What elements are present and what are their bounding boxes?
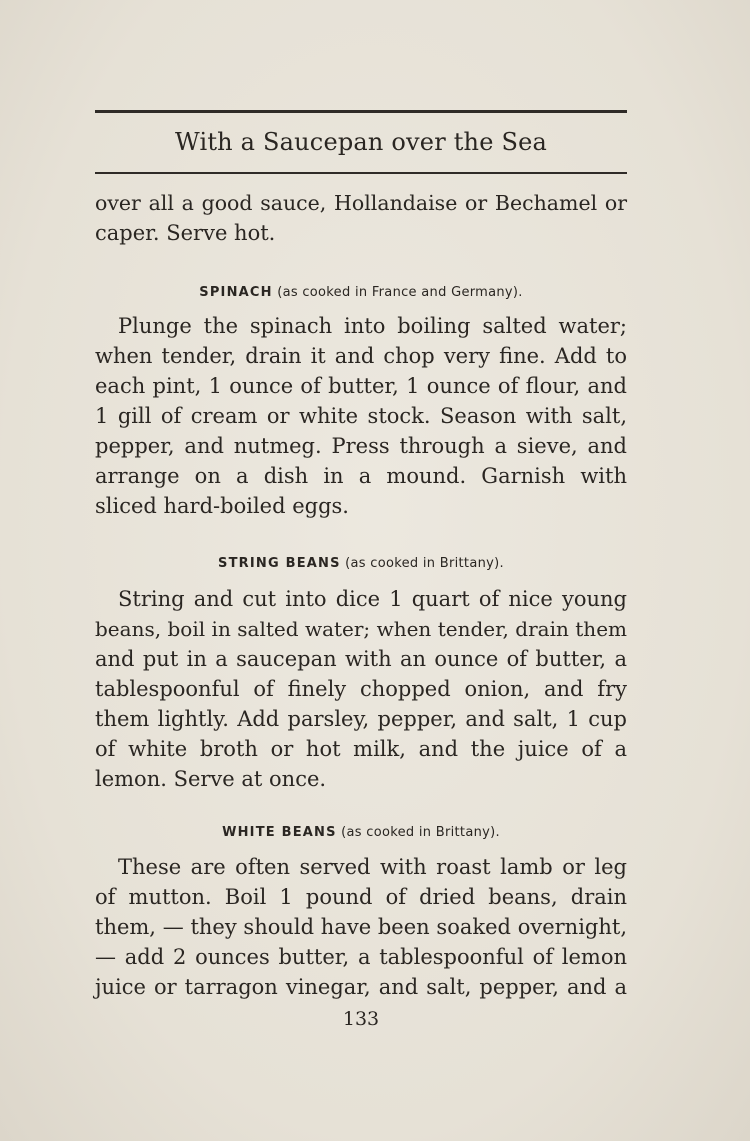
text-line: over all a good sauce, Hollandaise or Bechamel or [95, 191, 627, 215]
white-beans-paragraph [95, 852, 627, 1002]
text-line: tablespoonful of finely chopped onion, and fry [95, 677, 627, 701]
string-beans-paragraph [95, 584, 627, 794]
text-line: each pint, 1 ounce of butter, 1 ounce of flour, and [95, 374, 627, 398]
text-line: 1 gill of cream or white stock. Season with salt, [95, 404, 627, 428]
running-head: With a Saucepan over the Sea [175, 128, 547, 156]
header-rule-bottom [95, 172, 627, 174]
text-line: when tender, drain it and chop very fine. Add to [95, 344, 627, 368]
section-heading-string-beans [95, 556, 627, 571]
text-line: caper. Serve hot. [95, 221, 276, 245]
text-line: of white broth or hot milk, and the juice of a [95, 737, 627, 761]
heading-subtitle: (as cooked in Brittany). [340, 556, 504, 571]
text-line: them lightly. Add parsley, pepper, and salt, 1 cup [95, 707, 627, 731]
text-line: Plunge the spinach into boiling salted water; [118, 314, 627, 338]
section-heading-spinach [95, 285, 627, 300]
text-line: — add 2 ounces butter, a tablespoonful of lemon [95, 945, 627, 969]
text-line: pepper, and nutmeg. Press through a sieve, and [95, 434, 627, 458]
intro-paragraph [95, 188, 627, 248]
section-heading-white-beans [95, 825, 627, 840]
text-line: These are often served with roast lamb or leg [118, 855, 627, 879]
spinach-paragraph [95, 311, 627, 521]
heading-title: WHITE BEANS [222, 825, 337, 840]
text-line: String and cut into dice 1 quart of nice young [118, 587, 627, 611]
heading-title: SPINACH [199, 285, 273, 300]
text-line: arrange on a dish in a mound. Garnish with [95, 464, 627, 488]
page-number: 133 [342, 1008, 380, 1030]
text-line: lemon. Serve at once. [95, 767, 327, 791]
text-line: beans, boil in salted water; when tender, drain them [95, 617, 627, 641]
text-line: of mutton. Boil 1 pound of dried beans, drain [95, 885, 627, 909]
heading-title: STRING BEANS [218, 556, 341, 571]
text-line: juice or tarragon vinegar, and salt, pepper, and a [95, 975, 627, 999]
text-line: and put in a saucepan with an ounce of butter, a [95, 647, 627, 671]
heading-subtitle: (as cooked in France and Germany). [272, 285, 523, 300]
text-line: them, — they should have been soaked overnight, [95, 915, 627, 939]
text-line: sliced hard-boiled eggs. [95, 494, 349, 518]
header-rule-top [95, 110, 627, 113]
heading-subtitle: (as cooked in Brittany). [336, 825, 500, 840]
